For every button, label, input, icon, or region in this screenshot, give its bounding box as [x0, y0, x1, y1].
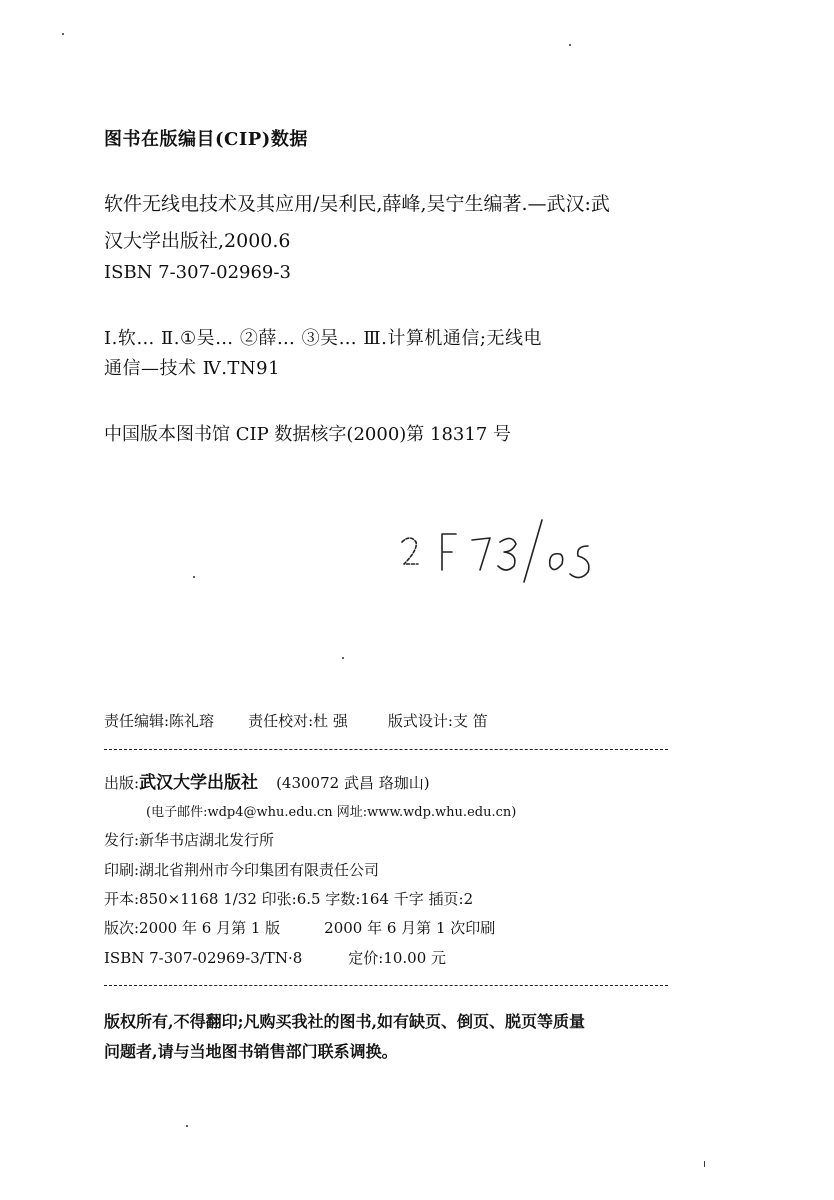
printing-line: 印刷:湖北省荆州市今印集团有限责任公司 [104, 861, 380, 879]
designer-credit: 版式设计:支 笛 [387, 712, 488, 730]
scan-speck [193, 576, 195, 578]
editor-credit: 责任编辑:陈礼瑢 [104, 712, 215, 730]
copyright-notice-line-2: 问题者,请与当地图书销售部门联系调换。 [104, 1042, 398, 1061]
handwritten-call-number [392, 512, 602, 602]
divider-top [104, 749, 668, 750]
copyright-notice-line-1: 版权所有,不得翻印;凡购买我社的图书,如有缺页、倒页、脱页等质量 [104, 1012, 586, 1031]
cip-entry-line-1: 软件无线电技术及其应用/吴利民,薛峰,吴宁生编著.—武汉:武 [104, 193, 610, 215]
edition-version: 版次:2000 年 6 月第 1 版 [104, 919, 281, 937]
cip-verification: 中国版本图书馆 CIP 数据核字(2000)第 18317 号 [104, 424, 511, 445]
publisher-address: (430072 武昌 珞珈山) [276, 774, 430, 792]
distribution-line: 发行:新华书店湖北发行所 [104, 831, 275, 849]
isbn-full: ISBN 7-307-02969-3/TN·8 [104, 949, 303, 967]
scan-speck [62, 33, 64, 35]
isbn-price-row [104, 951, 446, 966]
cip-subjects-line-2: 通信—技术 Ⅳ.TN91 [104, 358, 281, 379]
scan-speck [342, 657, 344, 659]
cip-title: 图书在版编目(CIP)数据 [104, 129, 308, 150]
format-line: 开本:850×1168 1/32 印张:6.5 字数:164 千字 插页:2 [104, 890, 474, 908]
publisher-name: 武汉大学出版社 [139, 773, 259, 793]
edition-impression: 2000 年 6 月第 1 次印刷 [324, 919, 496, 937]
edition-row [104, 921, 495, 936]
cip-subjects-line-1: Ⅰ.软… Ⅱ.①吴… ②薛… ③吴… Ⅲ.计算机通信;无线电 [104, 328, 542, 349]
scan-speck [704, 1161, 705, 1167]
proofreader-credit: 责任校对:杜 强 [248, 712, 348, 730]
publisher-row [104, 775, 430, 792]
scan-speck [186, 1125, 188, 1127]
credits-row [104, 714, 488, 729]
publisher-contact: (电子邮件:wdp4@whu.edu.cn 网址:www.wdp.whu.edu.cn) [146, 805, 517, 820]
cip-isbn: ISBN 7-307-02969-3 [104, 262, 291, 283]
price: 定价:10.00 元 [348, 949, 447, 967]
divider-bottom [104, 985, 668, 986]
cip-entry-line-2: 汉大学出版社,2000.6 [104, 230, 291, 252]
publisher-label: 出版: [104, 774, 140, 792]
scan-speck [569, 44, 571, 46]
